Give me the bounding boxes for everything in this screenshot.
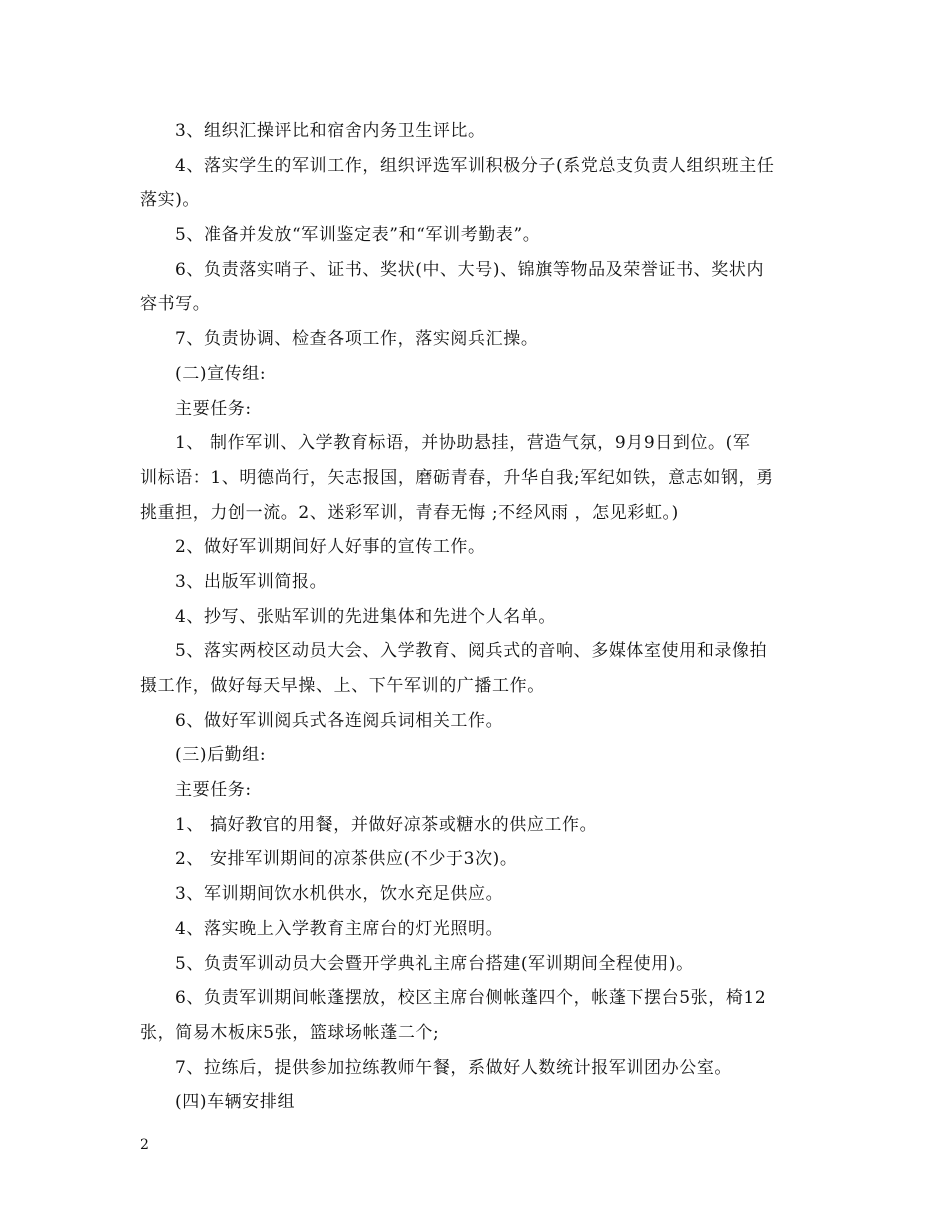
text-line: 落实)。 (140, 190, 201, 211)
text-line: 7、负责协调、检查各项工作，落实阅兵汇操。 (175, 329, 539, 350)
section-heading: (四)车辆安排组 (175, 1092, 296, 1113)
text-line: 4、落实晚上入学教育主席台的灯光照明。 (175, 918, 504, 939)
text-line: 4、抄写、张贴军训的先进集体和先进个人名单。 (175, 606, 557, 627)
text-line: 3、组织汇操评比和宿舍内务卫生评比。 (175, 121, 486, 141)
text-line: 6、负责军训期间帐蓬摆放，校区主席台侧帐蓬四个，帐蓬下摆台5张，椅12 (175, 988, 767, 1009)
text-line: 3、出版军训简报。 (175, 571, 328, 592)
text-line: 2、做好军训期间好人好事的宣传工作。 (175, 537, 486, 558)
text-line: 7、拉练后，提供参加拉练教师午餐，系做好人数统计报军训团办公室。 (175, 1057, 733, 1078)
text-line: 5、准备并发放“军训鉴定表”和“军训考勤表”。 (175, 225, 541, 246)
section-heading: (三)后勤组: (175, 745, 267, 766)
text-line: 容书写。 (140, 294, 211, 315)
text-line: 5、负责军训动员大会暨开学典礼主席台搭建(军训期间全程使用)。 (175, 953, 694, 974)
text-line: 张，简易木板床5张，篮球场帐蓬二个; (140, 1022, 440, 1043)
text-line: 挑重担，力创一流。2、迷彩军训，青春无悔 ;不经风雨 ，怎见彩虹。) (140, 502, 679, 523)
section-heading: (二)宣传组: (175, 363, 267, 384)
text-line: 5、落实两校区动员大会、入学教育、阅兵式的音响、多媒体室使用和录像拍 (175, 641, 768, 662)
text-line: 4、落实学生的军训工作，组织评选军训积极分子(系党总支负责人组织班主任 (175, 155, 775, 176)
text-line: 2、 安排军训期间的凉茶供应(不少于3次)。 (175, 849, 518, 870)
page-number: 2 (140, 1137, 149, 1153)
text-line: 1、 搞好教官的用餐，并做好凉茶或糖水的供应工作。 (175, 814, 598, 835)
text-line: 1、 制作军训、入学教育标语，并协助悬挂，营造气氛，9月9日到位。(军 (175, 433, 751, 454)
text-line: 摄工作，做好每天早操、上、下午军训的广播工作。 (140, 676, 545, 696)
text-line: 训标语：1、明德尚行，矢志报国，磨砺青春，升华自我;军纪如铁，意志如钢，勇 (140, 467, 774, 488)
subheading: 主要任务: (175, 398, 252, 419)
subheading: 主要任务: (175, 780, 252, 801)
document-body (140, 114, 815, 1120)
text-line: 6、做好军训阅兵式各连阅兵词相关工作。 (175, 710, 504, 731)
text-line: 6、负责落实哨子、证书、奖状(中、大号)、锦旗等物品及荣誉证书、奖状内 (175, 259, 765, 280)
text-line: 3、军训期间饮水机供水，饮水充足供应。 (175, 884, 504, 905)
